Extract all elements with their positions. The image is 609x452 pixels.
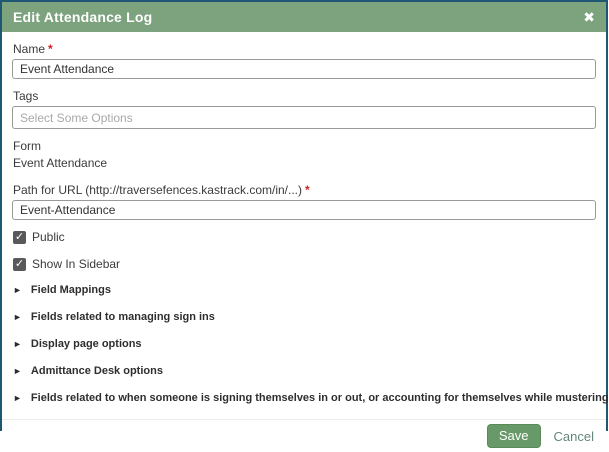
section-self-sign-in-out[interactable]: [13, 392, 609, 404]
required-asterisk: *: [48, 42, 53, 56]
collapsible-sections: [12, 284, 609, 404]
section-label: Fields related to managing sign ins: [30, 311, 215, 323]
show-in-sidebar-checkbox-row: [13, 257, 596, 271]
section-label: Field Mappings: [30, 284, 111, 296]
form-field-group: [12, 139, 596, 170]
tags-label: Tags: [13, 89, 39, 103]
tags-field-group: [12, 89, 596, 129]
expand-arrow-icon: ►: [13, 392, 22, 403]
public-checkbox-row: [13, 230, 596, 244]
section-admittance-desk-options[interactable]: [13, 365, 596, 377]
section-label: Admittance Desk options: [30, 365, 163, 377]
cancel-button[interactable]: Cancel: [553, 428, 594, 444]
path-field-group: [12, 183, 596, 220]
form-label: Form: [13, 139, 41, 153]
public-checkbox[interactable]: ✓: [14, 230, 25, 243]
dialog-body: [2, 32, 609, 419]
path-label-text: Path for URL (http://traversefences.kastrack.com/in/...): [13, 183, 302, 197]
name-field-group: [12, 42, 596, 79]
section-managing-sign-ins[interactable]: [13, 311, 596, 323]
dialog-header: [2, 2, 606, 32]
form-value: Event Attendance: [13, 156, 108, 170]
expand-arrow-icon: ►: [13, 311, 22, 322]
section-display-page-options[interactable]: [13, 338, 596, 350]
required-asterisk: *: [305, 183, 310, 197]
path-input[interactable]: [12, 200, 596, 220]
name-input[interactable]: [12, 59, 596, 79]
expand-arrow-icon: ►: [13, 284, 22, 295]
name-label-text: Name: [13, 42, 46, 56]
show-in-sidebar-checkbox[interactable]: ✓: [14, 257, 25, 270]
name-label: [13, 42, 596, 56]
public-checkbox-label: Public: [32, 230, 65, 244]
close-icon[interactable]: ✖: [583, 9, 595, 25]
section-label: Fields related to when someone is signing themselves in or out, or accounting for themselves while mustering: [30, 392, 609, 404]
section-label: Display page options: [30, 338, 142, 350]
save-button[interactable]: Save: [487, 424, 541, 448]
dialog-title: Edit Attendance Log: [13, 9, 153, 25]
expand-arrow-icon: ►: [13, 338, 22, 349]
show-in-sidebar-checkbox-label: Show In Sidebar: [32, 257, 121, 271]
tags-select-input[interactable]: [12, 106, 596, 129]
section-field-mappings[interactable]: [13, 284, 596, 296]
dialog-footer: [2, 419, 606, 452]
path-label: [13, 183, 596, 197]
expand-arrow-icon: ►: [13, 365, 22, 376]
